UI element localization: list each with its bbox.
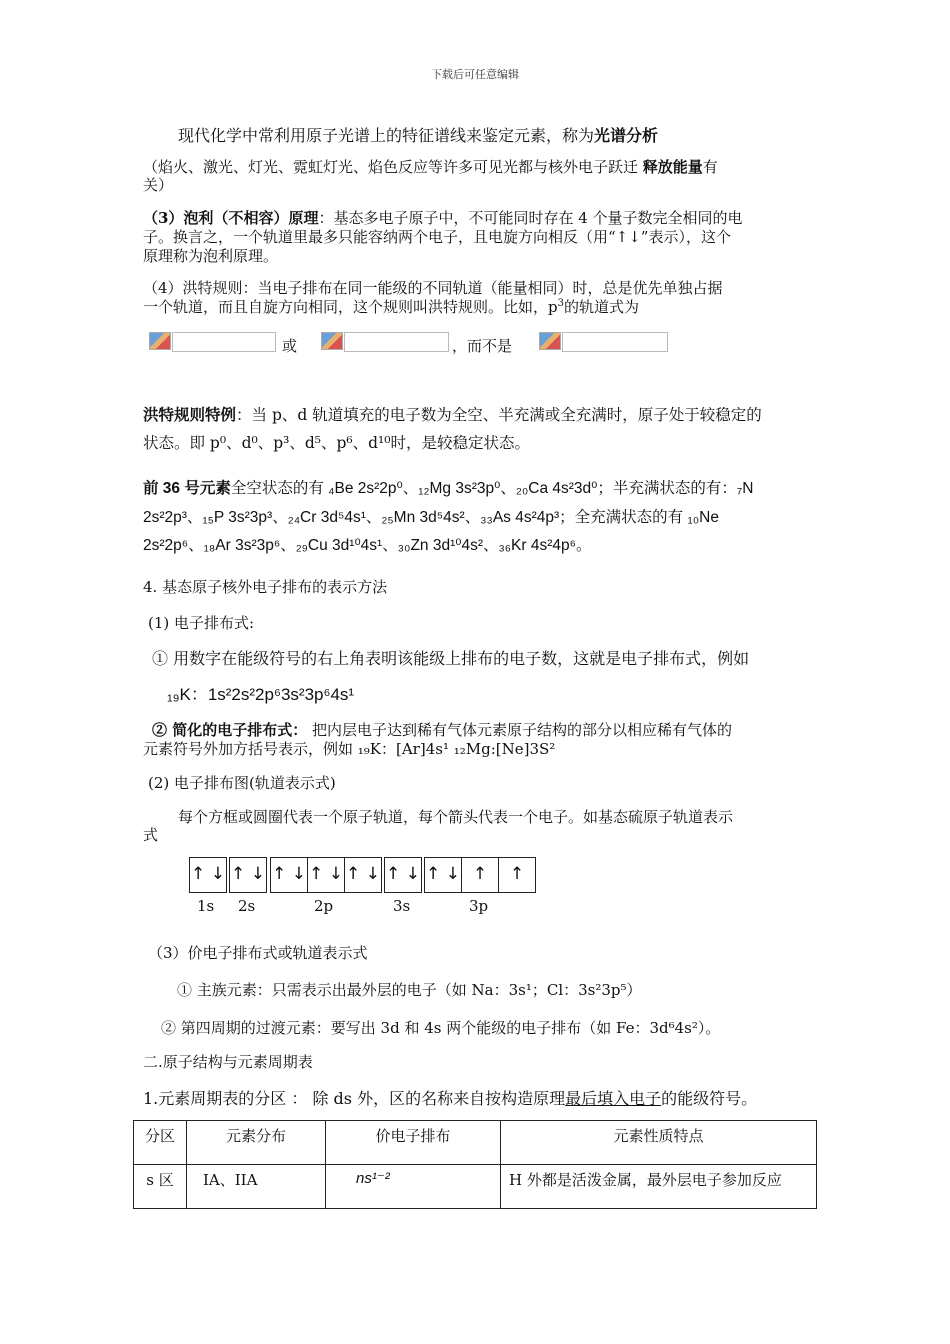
orbital-cell: ↑ ↓ bbox=[271, 858, 308, 892]
special-title: 洪特规则特例 bbox=[143, 405, 237, 424]
first36-line2: 2s²2p³、₁₅P 3s²3p³、₂₄Cr 3d⁵4s¹、₂₅Mn 3d⁵4s²、₃₃As 4s²4p³；全充满状态的有 ₁₀Ne bbox=[143, 509, 719, 526]
subsection-3-main-group: ① 主族元素：只需表示出最外层的电子（如 Na：3s¹；Cl：3s²3p⁵） bbox=[177, 981, 642, 999]
orbital-label: 2s bbox=[238, 897, 256, 915]
broken-image-icon bbox=[149, 332, 171, 350]
orbital-cell: ↑ bbox=[509, 864, 525, 884]
orbital-cell: ↑ ↓ bbox=[425, 858, 462, 892]
orbital-image-2 bbox=[344, 332, 449, 352]
part-2-title: 二.原子结构与元素周期表 bbox=[143, 1053, 313, 1071]
orbital-image-3 bbox=[562, 332, 668, 352]
table-header: 元素分布 bbox=[187, 1121, 326, 1165]
table-header: 元素性质特点 bbox=[501, 1121, 817, 1165]
orbital-box-1s bbox=[189, 857, 227, 893]
bold-term: 释放能量 bbox=[642, 158, 703, 176]
text: 的轨道式为 bbox=[563, 298, 639, 316]
superscript: 3 bbox=[557, 298, 564, 309]
orbital-label: 1s bbox=[197, 897, 215, 915]
paragraph-spectrum bbox=[178, 123, 658, 146]
orbital-cell: ↑ bbox=[462, 858, 499, 892]
text: 1.元素周期表的分区 ： 除 ds 外，区的名称来自按构造原理 bbox=[143, 1089, 566, 1108]
first36-line3: 2s²2p⁶、₁₈Ar 3s²3p⁶、₂₉Cu 3d¹⁰4s¹、₃₀Zn 3d¹⁰4s²、₃₆Kr 4s²4p⁶。 bbox=[143, 537, 592, 554]
bold-term: 光谱分析 bbox=[594, 128, 659, 145]
first36-title: 前 36 号元素 bbox=[143, 480, 231, 497]
or-text: 或 bbox=[282, 337, 298, 355]
orbital-image-1 bbox=[172, 332, 276, 352]
page-header: 下载后可任意编辑 bbox=[431, 68, 519, 81]
subsection-3: （3）价电子排布式或轨道表示式 bbox=[148, 944, 368, 962]
underlined-text: 最后填入电子 bbox=[565, 1089, 662, 1108]
orbital-cell: ↑ ↓ bbox=[386, 864, 420, 884]
text: 一个轨道，而且自旋方向相同，这个规则叫洪特规则。比如，p bbox=[143, 298, 558, 316]
text: ：基态多电子原子中，不可能同时存在 4 个量子数完全相同的电 bbox=[318, 209, 743, 227]
orbital-cell: ↑ ↓ bbox=[231, 864, 265, 884]
paragraph-flame-line2: 关） bbox=[143, 176, 174, 194]
pauli-line1 bbox=[143, 207, 743, 228]
item-1-example: ₁₉K：1s²2s²2p⁶3s²3p⁶4s¹ bbox=[167, 685, 355, 704]
pauli-title: （3）泡利（不相容）原理 bbox=[143, 209, 319, 227]
periodic-zone-table bbox=[133, 1120, 817, 1209]
table-cell: IA、IIA bbox=[187, 1165, 326, 1209]
orbital-cell: ↑ ↓ bbox=[191, 864, 225, 884]
pauli-line3: 原理称为泡利原理。 bbox=[143, 247, 279, 265]
first36-line1 bbox=[143, 476, 753, 498]
table-cell: ns¹⁻² bbox=[326, 1165, 501, 1209]
table-row bbox=[134, 1165, 817, 1209]
special-line2: 状态。即 p⁰、d⁰、p³、d⁵、p⁶、d¹⁰时，是较稳定状态。 bbox=[143, 434, 530, 452]
subsection-1: (1) 电子排布式: bbox=[148, 614, 255, 632]
hund-line2 bbox=[143, 296, 639, 317]
orbital-box-3s bbox=[384, 857, 422, 893]
hund-line1: （4）洪特规则：当电子排布在同一能级的不同轨道（能量相同）时，总是优先单独占据 bbox=[143, 279, 723, 297]
table-cell: s 区 bbox=[134, 1165, 187, 1209]
item-2-line1 bbox=[152, 719, 732, 740]
broken-image-icon bbox=[321, 332, 343, 350]
text: 有 bbox=[702, 158, 718, 176]
table-header: 分区 bbox=[134, 1121, 187, 1165]
not-text: ，而不是 bbox=[452, 337, 513, 355]
part-2-1 bbox=[143, 1086, 757, 1109]
table-header-row bbox=[134, 1121, 817, 1165]
text: 的能级符号。 bbox=[661, 1089, 758, 1108]
subsection-3-transition: ② 第四周期的过渡元素：要写出 3d 和 4s 两个能级的电子排布（如 Fe：3d⁶4s²）。 bbox=[161, 1019, 721, 1037]
table-header: 价电子排布 bbox=[326, 1121, 501, 1165]
text: 现代化学中常利用原子光谱上的特征谱线来鉴定元素，称为 bbox=[178, 126, 595, 145]
subsection-2-desc: 每个方框或圆圈代表一个原子轨道，每个箭头代表一个电子。如基态硫原子轨道表示 bbox=[178, 808, 734, 826]
text: ：当 p、d 轨道填充的电子数为全空、半充满或全充满时，原子处于较稳定的 bbox=[236, 406, 762, 424]
orbital-cell: ↑ ↓ bbox=[346, 864, 380, 884]
item-1: ① 用数字在能级符号的右上角表明该能级上排布的电子数，这就是电子排布式，例如 bbox=[152, 649, 750, 668]
special-line1 bbox=[143, 403, 762, 425]
pauli-line2: 子。换言之，一个轨道里最多只能容纳两个电子，且电旋方向相反（用“↑↓”表示），这个 bbox=[143, 228, 731, 246]
text: 全空状态的有 ₄Be 2s²2p⁰、₁₂Mg 3s²3p⁰、₂₀Ca 4s²3d⁰；半充满状态的有：₇N bbox=[230, 480, 754, 497]
table-cell: H 外都是活泼金属，最外层电子参加反应 bbox=[501, 1165, 817, 1209]
text: 把内层电子达到稀有气体元素原子结构的部分以相应稀有气体的 bbox=[307, 721, 733, 739]
orbital-label: 3s bbox=[393, 897, 411, 915]
subsection-2-desc-line2: 式 bbox=[143, 826, 159, 844]
orbital-label: 3p bbox=[469, 897, 489, 915]
item-2-line2: 元素符号外加方括号表示，例如 ₁₉K：[Ar]4s¹ ₁₂Mg:[Ne]3S² bbox=[143, 740, 556, 758]
section-4-title: 4. 基态原子核外电子排布的表示方法 bbox=[143, 578, 388, 596]
subsection-2: (2) 电子排布图(轨道表示式) bbox=[148, 774, 336, 792]
paragraph-flame bbox=[143, 156, 718, 177]
orbital-box-2s bbox=[229, 857, 267, 893]
text: （焰火、激光、灯光、霓虹灯光、焰色反应等许多可见光都与核外电子跃迁 bbox=[143, 158, 643, 176]
broken-image-icon bbox=[539, 332, 561, 350]
orbital-cell: ↑ ↓ bbox=[308, 858, 345, 892]
orbital-box-2p bbox=[270, 857, 382, 893]
orbital-label: 2p bbox=[314, 897, 334, 915]
orbital-box-3p bbox=[424, 857, 536, 893]
item-2-title: ② 简化的电子排布式： bbox=[152, 721, 308, 739]
